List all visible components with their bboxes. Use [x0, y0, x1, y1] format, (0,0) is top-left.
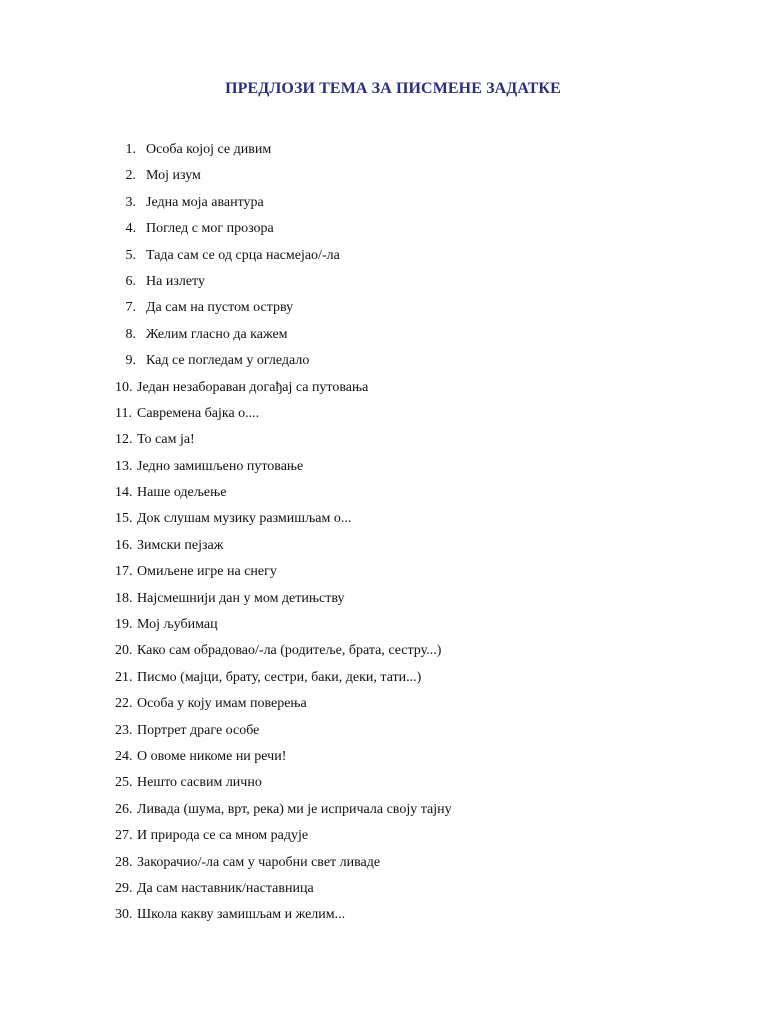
list-item-number: 28.: [115, 854, 133, 870]
list-item: [0, 220, 768, 246]
list-item-text: Тада сам се од срца насмејао/-ла: [146, 247, 340, 263]
list-item-text: Наше одељење: [137, 485, 227, 501]
list-item-text: На излету: [146, 273, 205, 289]
list-item-number: 18.: [115, 590, 133, 606]
list-item-text: Мој љубимац: [137, 617, 218, 633]
list-item: [0, 458, 768, 484]
list-item-text: Желим гласно да кажем: [146, 326, 288, 342]
list-item: [0, 616, 768, 642]
list-item-text: То сам ја!: [137, 432, 195, 448]
list-item-text: Нешто сасвим лично: [137, 775, 262, 791]
list-item-number: 23.: [115, 722, 133, 738]
list-item: [0, 854, 768, 880]
list-item-text: Мој изум: [146, 168, 201, 184]
list-item-text: Да сам на пустом острву: [146, 300, 294, 316]
list-item-number: 14.: [115, 485, 133, 501]
list-item-number: 20.: [115, 643, 133, 659]
list-item-text: Особа којој се дивим: [146, 142, 272, 157]
list-item: [0, 748, 768, 774]
list-item-text: Школа какву замишљам и желим...: [137, 907, 346, 923]
list-item-number: 7.: [125, 300, 136, 316]
list-item: [0, 141, 768, 167]
list-item-text: Један незабораван догађај са путовања: [137, 379, 369, 395]
list-item-number: 10.: [115, 379, 133, 395]
list-item-number: 26.: [115, 801, 133, 817]
list-item-number: 3.: [125, 194, 136, 210]
list-item-number: 1.: [125, 142, 136, 157]
list-item-text: Писмо (мајци, брату, сестри, баки, деки, тати...): [137, 669, 422, 685]
list-item-text: Особа у коју имам поверења: [137, 696, 307, 712]
list-item-number: 16.: [115, 537, 133, 553]
list-item-text: Савремена бајка о....: [137, 405, 260, 421]
list-item-number: 25.: [115, 775, 133, 791]
list-item-number: 12.: [115, 432, 133, 448]
list-item: [0, 484, 768, 510]
document-title: ПРЕДЛОЗИ ТЕМА ЗА ПИСМЕНЕ ЗАДАТКЕ: [225, 80, 561, 97]
list-item: [0, 695, 768, 721]
list-item: [0, 774, 768, 800]
list-item-number: 8.: [125, 326, 136, 342]
list-item: [0, 590, 768, 616]
list-item: [0, 722, 768, 748]
list-item-text: Поглед с мог прозора: [146, 221, 274, 237]
list-item-number: 15.: [115, 511, 133, 527]
list-item-text: Да сам наставник/наставница: [137, 880, 314, 896]
list-item-text: Портрет драге особе: [137, 722, 260, 738]
list-item-number: 11.: [115, 405, 132, 421]
list-item-number: 5.: [125, 247, 136, 263]
list-item-text: Најсмешнији дан у мом детињству: [137, 590, 345, 606]
list-item: [0, 642, 768, 668]
list-item-number: 9.: [125, 353, 136, 369]
list-item: [0, 563, 768, 589]
list-item-text: Док слушам музику размишљам о...: [137, 511, 352, 527]
list-item-number: 13.: [115, 458, 133, 474]
list-item: [0, 880, 768, 906]
list-item-text: Ливада (шума, врт, река) ми је испричала своју тајну: [137, 801, 452, 817]
list-item-number: 6.: [125, 273, 136, 289]
list-item-text: Зимски пејзаж: [137, 537, 224, 553]
list-item: [0, 167, 768, 193]
list-item: [0, 431, 768, 457]
topic-list: [0, 141, 768, 933]
list-item-text: Како сам обрадовао/-ла (родитеље, брата, сестру...): [137, 643, 442, 659]
list-item: [0, 326, 768, 352]
list-item-number: 17.: [115, 564, 133, 580]
list-item: [0, 379, 768, 405]
list-item-number: 24.: [115, 748, 133, 764]
list-item-number: 19.: [115, 617, 133, 633]
list-item-text: Једно замишљено путовање: [137, 458, 304, 474]
list-item: [0, 669, 768, 695]
list-item: [0, 906, 768, 932]
list-item-number: 27.: [115, 828, 133, 844]
list-item: [0, 827, 768, 853]
list-item: [0, 537, 768, 563]
list-item: [0, 194, 768, 220]
list-item: [0, 299, 768, 325]
list-item-number: 29.: [115, 880, 133, 896]
list-item: [0, 247, 768, 273]
list-item-number: 4.: [125, 221, 136, 237]
list-item: [0, 405, 768, 431]
list-item-number: 22.: [115, 696, 133, 712]
list-item-text: Омиљене игре на снегу: [137, 564, 277, 580]
list-item: [0, 273, 768, 299]
list-item: [0, 352, 768, 378]
list-item-text: Кад се погледам у огледало: [146, 353, 310, 369]
list-item: [0, 510, 768, 536]
list-item-text: Једна моја авантура: [146, 194, 264, 210]
list-item-number: 21.: [115, 669, 133, 685]
list-item: [0, 801, 768, 827]
list-item-text: И природа се са мном радује: [137, 828, 309, 844]
list-item-number: 2.: [125, 168, 136, 184]
list-item-text: О овоме никоме ни речи!: [137, 748, 287, 764]
list-item-number: 30.: [115, 907, 133, 923]
list-item-text: Закорачио/-ла сам у чаробни свет ливаде: [137, 854, 381, 870]
